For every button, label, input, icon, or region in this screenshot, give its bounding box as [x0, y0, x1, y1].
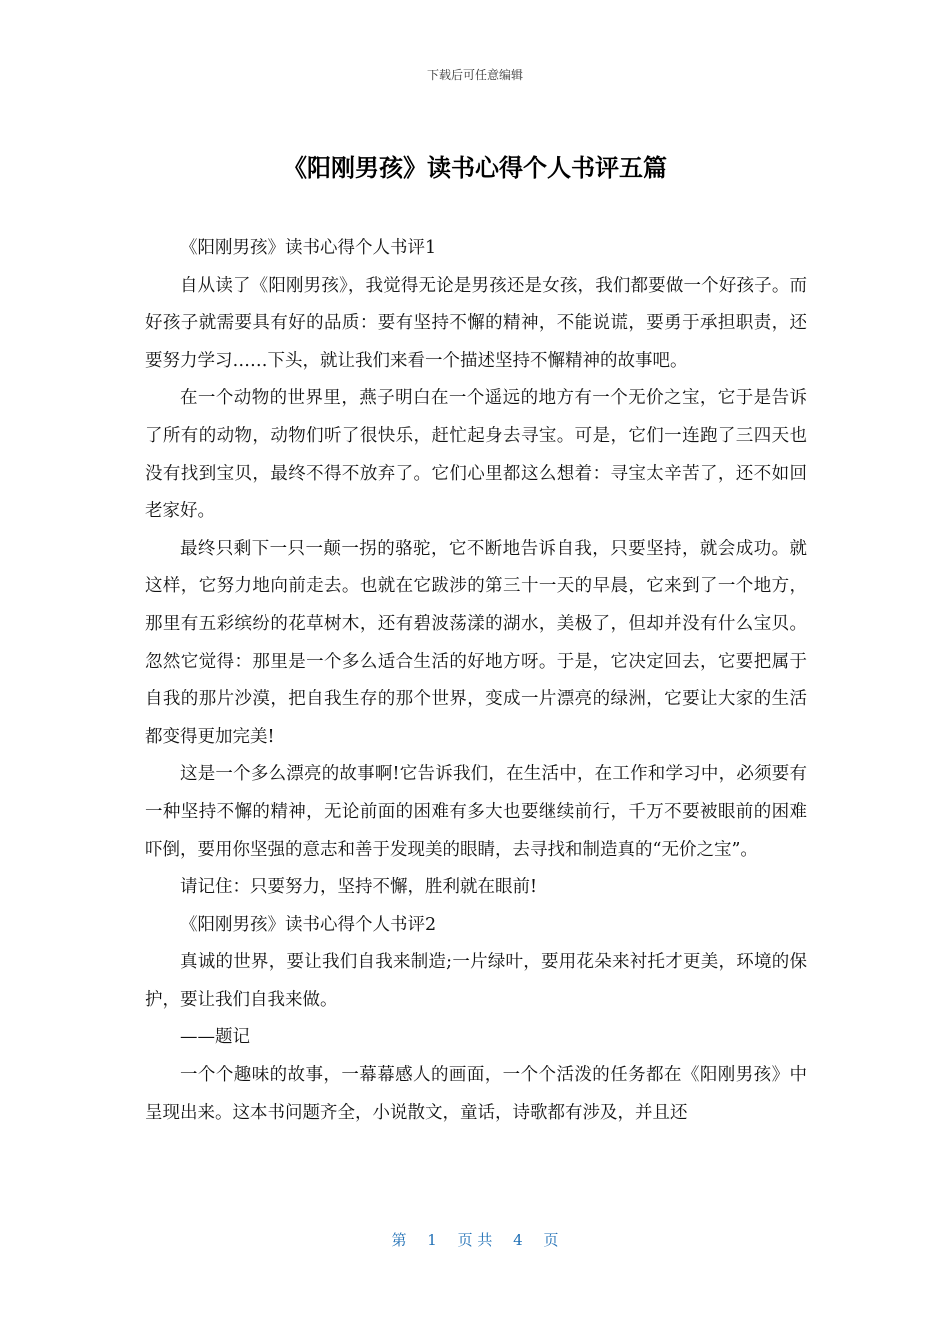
footer-suffix: 页 — [543, 1231, 559, 1249]
footer-prefix: 第 — [391, 1231, 407, 1249]
document-title: 《阳刚男孩》读书心得个人书评五篇 — [283, 154, 667, 182]
paragraph: 真诚的世界，要让我们自我来制造;一片绿叶，要用花朵来衬托才更美，环境的保护，要让我们自我来做。 — [145, 952, 807, 1010]
paragraph: 自从读了《阳刚男孩》，我觉得无论是男孩还是女孩，我们都要做一个好孩子。而好孩子就需要具有好的品质：要有坚持不懈的精神，不能说谎，要勇于承担职责，还要努力学习……下头，就让我们来看一个描述坚持不懈精神的故事吧。 — [145, 275, 807, 371]
paragraph: 这是一个多么漂亮的故事啊!它告诉我们，在生活中，在工作和学习中，必须要有一种坚持不懈的精神，无论前面的困难有多大也要继续前行，千万不要被眼前的困难吓倒，要用你坚强的意志和善于发现美的眼睛，去寻找和制造真的“无价之宝”。 — [145, 764, 807, 860]
document-body — [145, 230, 807, 1132]
epigraph-attribution: ——题记 — [180, 1027, 250, 1048]
footer-middle: 页 共 — [457, 1231, 493, 1249]
current-page-number: 1 — [427, 1231, 437, 1249]
paragraph: 请记住：只要努力，坚持不懈，胜利就在眼前! — [180, 877, 538, 898]
header-note: 下载后可任意编辑 — [426, 68, 523, 82]
paragraph: 在一个动物的世界里，燕子明白在一个遥远的地方有一个无价之宝，它于是告诉了所有的动物，动物们听了很快乐，赶忙起身去寻宝。可是，它们一连跑了三四天也没有找到宝贝，最终不得不放弃了。它们心里都这么想着：寻宝太辛苦了，还不如回老家好。 — [145, 388, 807, 522]
paragraph: 最终只剩下一只一颠一拐的骆驼，它不断地告诉自我，只要坚持，就会成功。就这样，它努力地向前走去。也就在它跋涉的第三十一天的早晨，它来到了一个地方，那里有五彩缤纷的花草树木，还有碧波荡漾的湖水，美极了，但却并没有什么宝贝。忽然它觉得：那里是一个多么适合生活的好地方呀。于是，它决定回去，它要把属于自我的那片沙漠，把自我生存的那个世界，变成一片漂亮的绿洲，它要让大家的生活都变得更加完美! — [145, 538, 807, 747]
total-pages-number: 4 — [513, 1231, 523, 1249]
paragraph: 一个个趣味的故事，一幕幕感人的画面，一个个活泼的任务都在《阳刚男孩》中呈现出来。这本书问题齐全，小说散文，童话，诗歌都有涉及，并且还 — [145, 1065, 807, 1123]
section-heading-1: 《阳刚男孩》读书心得个人书评1 — [180, 238, 437, 258]
section-heading-2: 《阳刚男孩》读书心得个人书评2 — [180, 914, 437, 935]
page-footer — [0, 1229, 950, 1250]
